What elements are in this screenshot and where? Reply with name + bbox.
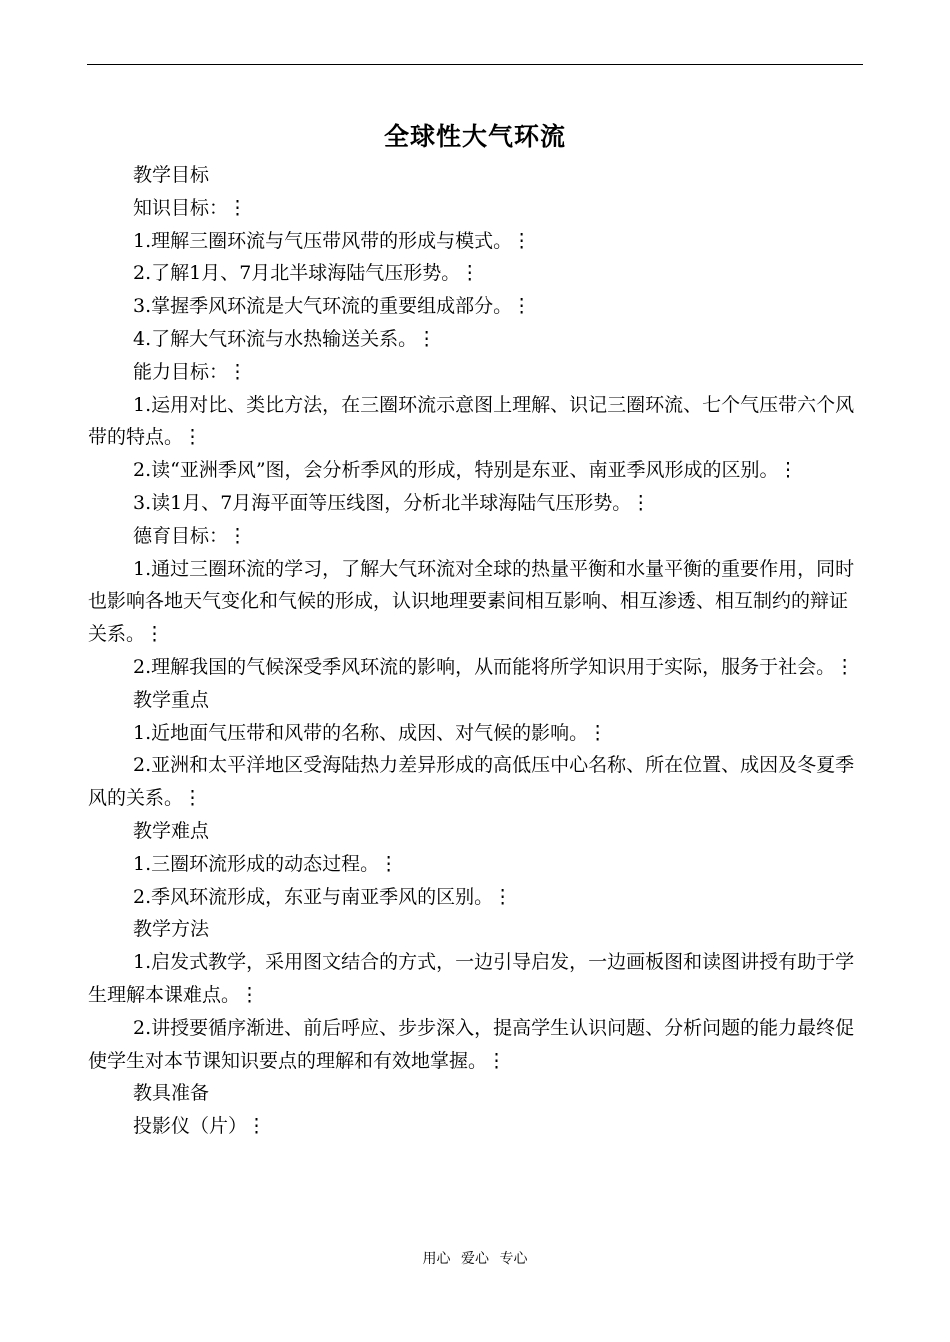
list-item: 1.启发式教学，采用图文结合的方式，一边引导启发，一边画板图和读图讲授有助于学生理解本课难点。⋮: [88, 951, 855, 1006]
section-heading-materials: 教具准备: [133, 1082, 210, 1105]
list-item: 2.理解我国的气候深受季风环流的影响，从而能将所学知识用于实际，服务于社会。⋮: [133, 655, 855, 678]
section-heading-teaching-goals: 教学目标: [133, 164, 210, 186]
page-footer: 用心 爱心 专心: [422, 1251, 528, 1267]
section-heading-difficulties: 教学难点: [133, 819, 210, 842]
list-item: 2.亚洲和太平洋地区受海陆热力差异形成的高低压中心名称、所在位置、成因及冬夏季风的关系。⋮: [88, 754, 855, 810]
list-item: 3.读1月、7月海平面等压线图，分析北半球海陆气压形势。⋮: [133, 491, 651, 514]
list-item: 1.理解三圈环流与气压带风带的形成与模式。⋮: [133, 229, 532, 252]
header-rule: [87, 64, 863, 65]
list-item: 2.讲授要循序渐进、前后呼应、步步深入，提高学生认识问题、分析问题的能力最终促使学生对本节课知识要点的理解和有效地掌握。⋮: [88, 1016, 855, 1072]
list-item: 1.运用对比、类比方法，在三圈环流示意图上理解、识记三圈环流、七个气压带六个风带的特点。⋮: [88, 393, 855, 449]
list-item: 4.了解大气环流与水热输送关系。⋮: [133, 327, 437, 350]
section-heading-key-points: 教学重点: [133, 688, 210, 711]
section-heading-methods: 教学方法: [133, 918, 210, 941]
list-item: 1.近地面气压带和风带的名称、成因、对气候的影响。⋮: [133, 721, 608, 744]
list-item: 2.季风环流形成，东亚与南亚季风的区别。⋮: [133, 885, 513, 908]
list-item: 投影仪（片）⋮: [133, 1115, 267, 1138]
list-item: 1.通过三圈环流的学习，了解大气环流对全球的热量平衡和水量平衡的重要作用，同时也影响各地天气变化和气候的形成，认识地理要素间相互影响、相互渗透、相互制约的辩证关系。⋮: [88, 557, 855, 646]
subheading-moral-goals: 德育目标：⋮: [133, 524, 248, 547]
list-item: 2.了解1月、7月北半球海陆气压形势。⋮: [133, 262, 480, 285]
subheading-knowledge-goals: 知识目标：⋮: [133, 196, 248, 219]
subheading-ability-goals: 能力目标：⋮: [133, 360, 248, 383]
list-item: 1.三圈环流形成的动态过程。⋮: [133, 852, 399, 875]
list-item: 2.读“亚洲季风”图，会分析季风的形成，特别是东亚、南亚季风形成的区别。⋮: [133, 459, 798, 482]
document-body: [88, 159, 864, 1143]
document-title: 全球性大气环流: [383, 122, 566, 151]
list-item: 3.掌握季风环流是大气环流的重要组成部分。⋮: [133, 295, 532, 318]
